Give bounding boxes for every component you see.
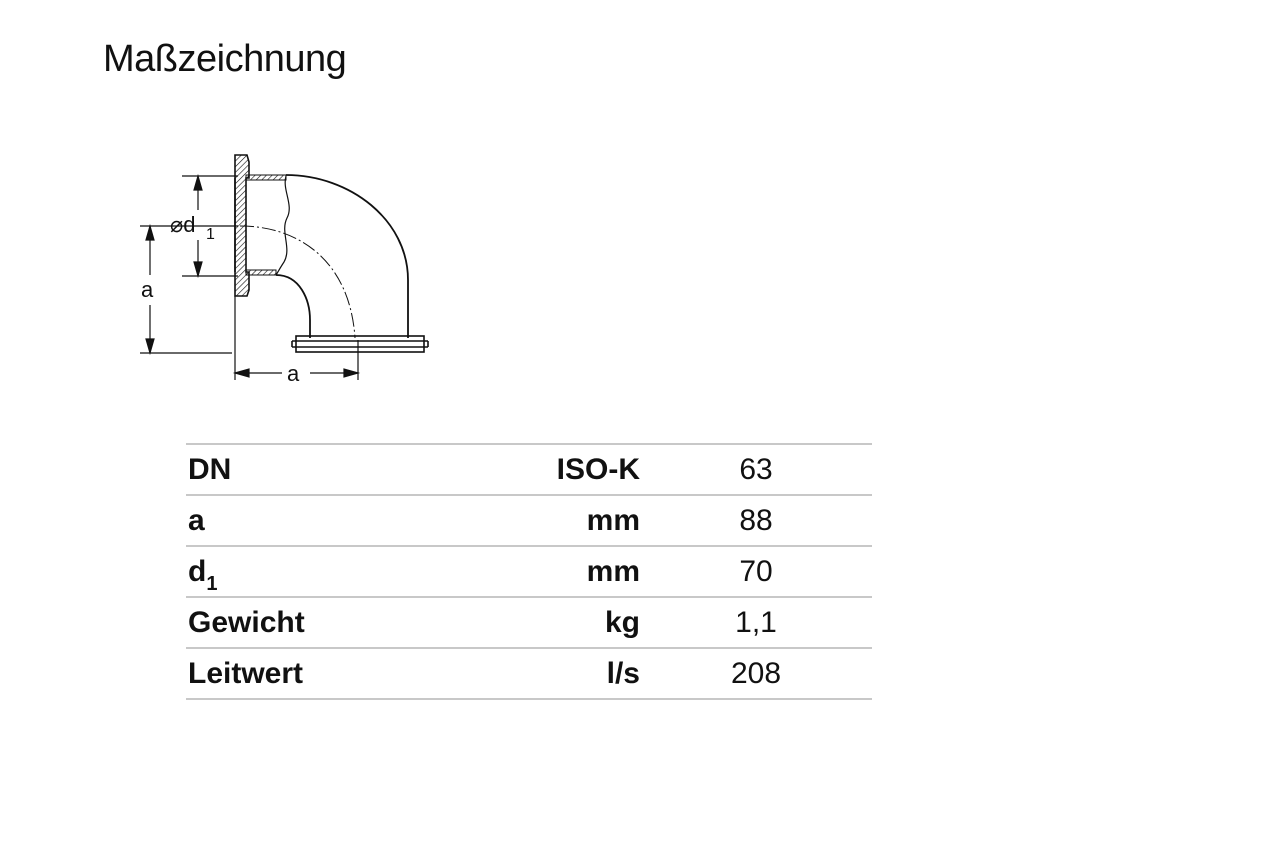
table-row (186, 648, 872, 699)
value-cell: 70 (640, 546, 872, 597)
table-row (186, 546, 872, 597)
param-label: d (188, 554, 207, 588)
param-label: Leitwert (188, 656, 304, 690)
unit-cell: mm (478, 495, 640, 546)
param-cell (186, 495, 478, 546)
dimension-a-vertical (140, 226, 238, 353)
param-subscript: 1 (206, 572, 218, 595)
table-row (186, 597, 872, 648)
param-label: a (188, 503, 205, 537)
table-row (186, 444, 872, 495)
unit-cell: ISO-K (478, 444, 640, 495)
value-cell: 1,1 (640, 597, 872, 648)
value-cell: 208 (640, 648, 872, 699)
elbow-body (240, 175, 408, 338)
param-cell (186, 444, 478, 495)
param-label: Gewicht (188, 605, 305, 639)
elbow-dimension-drawing (120, 140, 450, 400)
a-horizontal-label: a (287, 361, 300, 386)
diameter-label-sub: 1 (206, 226, 215, 243)
param-label: DN (188, 452, 232, 486)
a-vertical-label: a (141, 277, 154, 302)
diameter-label: ⌀d (170, 212, 196, 237)
bottom-flange (292, 336, 428, 352)
unit-cell: kg (478, 597, 640, 648)
unit-cell: mm (478, 546, 640, 597)
param-cell (186, 648, 478, 699)
page-title: Maßzeichnung (103, 38, 347, 80)
table-row (186, 495, 872, 546)
value-cell: 63 (640, 444, 872, 495)
param-cell (186, 597, 478, 648)
param-cell (186, 546, 478, 597)
value-cell: 88 (640, 495, 872, 546)
unit-cell: l/s (478, 648, 640, 699)
spec-table (186, 443, 872, 700)
